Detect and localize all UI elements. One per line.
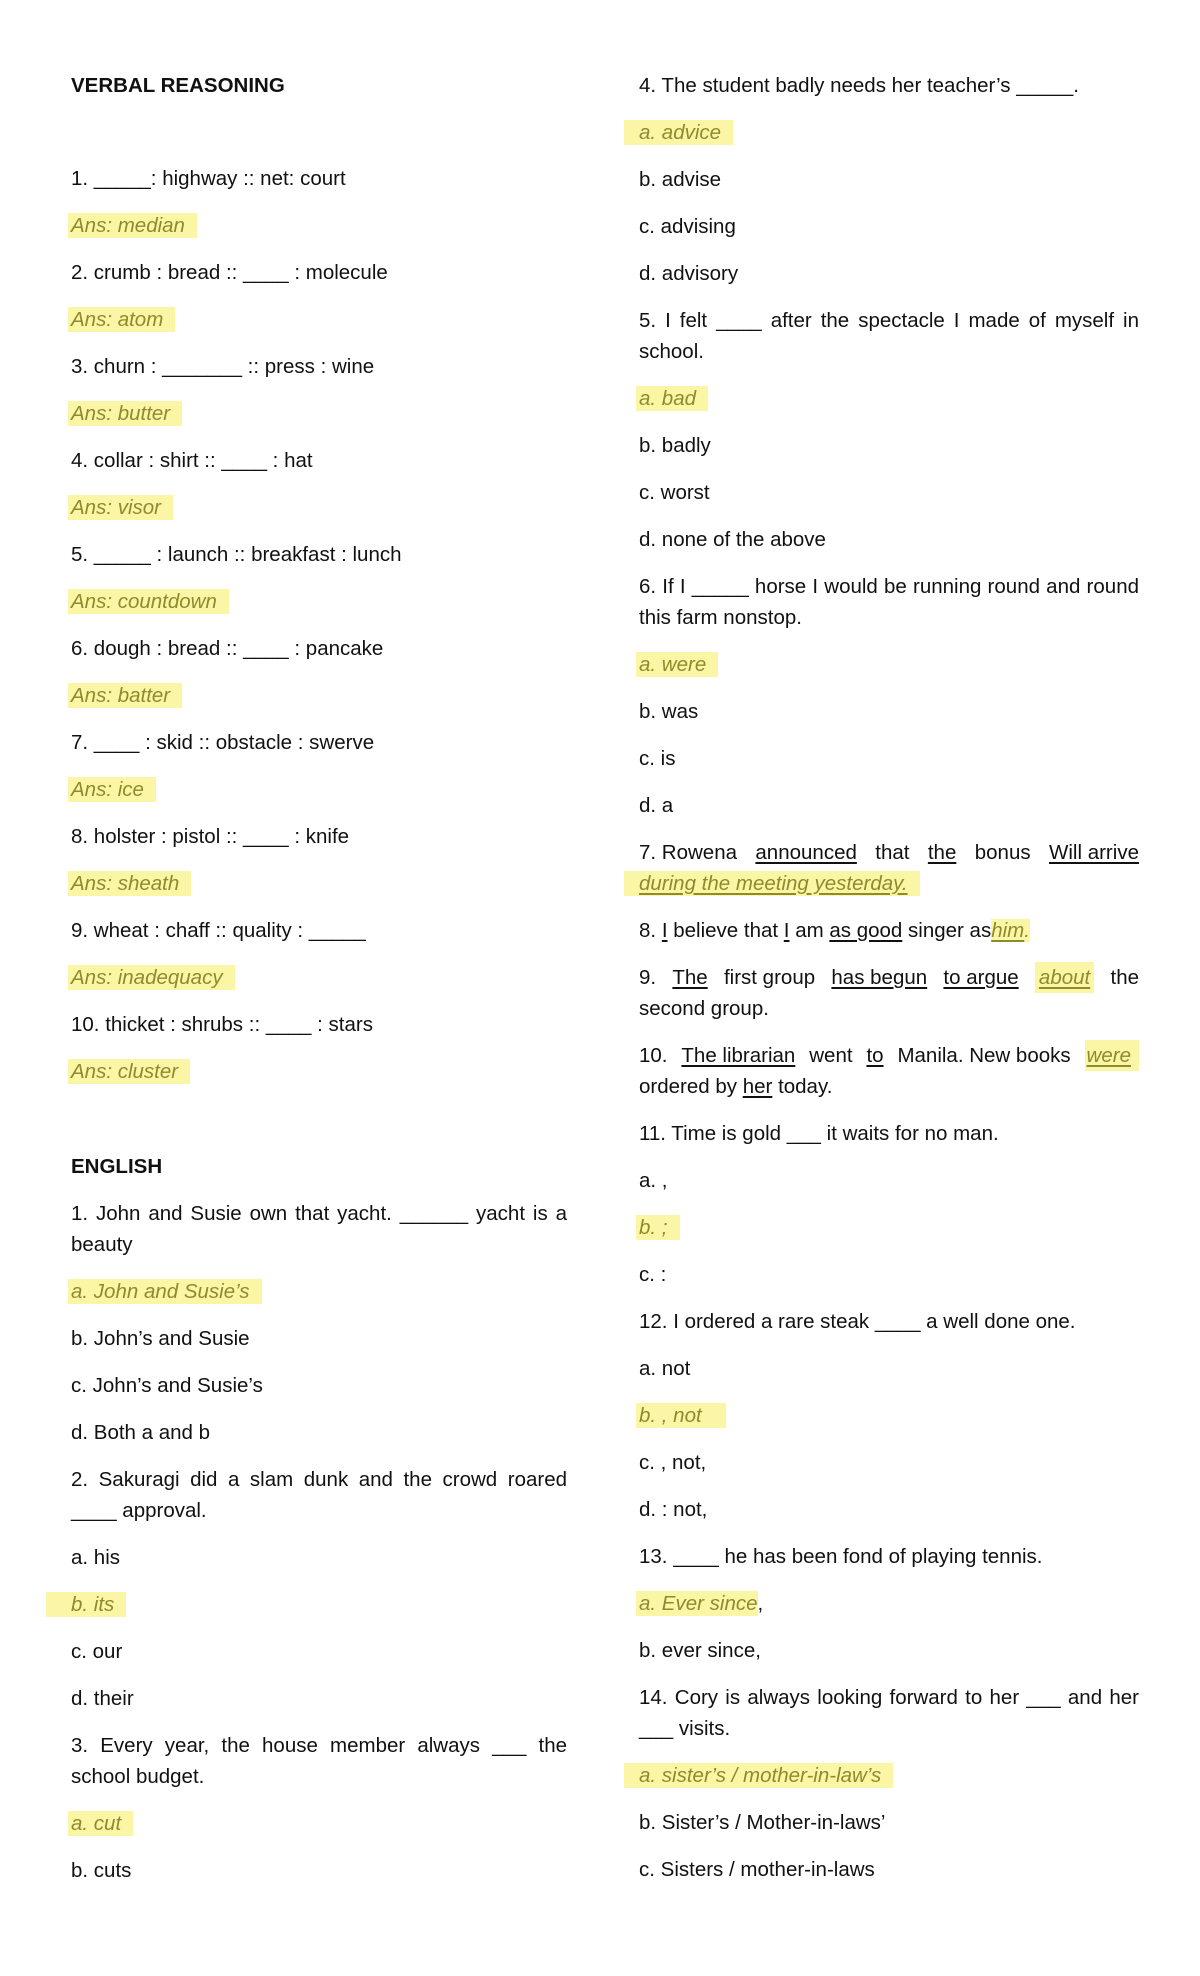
verbal-a4: Ans: visor: [68, 495, 173, 520]
english-q10-underlined-1: The librarian: [681, 1044, 796, 1067]
english-q3-opt-a: a. cut: [68, 1811, 133, 1836]
english-q8-period: .: [1024, 919, 1030, 942]
english-heading: ENGLISH: [71, 1155, 163, 1178]
english-q6-opt-d: d. a: [639, 794, 674, 817]
english-q4-opt-c: c. advising: [639, 215, 736, 238]
english-q12-opt-c: c. , not,: [639, 1451, 707, 1474]
english-q10-answer: were: [1086, 1044, 1131, 1067]
english-q2: 2. Sakuragi did a slam dunk and the crowd roared ____ approval.: [71, 1468, 567, 1522]
english-q4-opt-b: b. advise: [639, 168, 722, 191]
verbal-a1: Ans: median: [68, 213, 197, 238]
english-q8-underlined-5: as good: [829, 919, 903, 942]
english-q8-answer: him: [991, 919, 1025, 942]
english-q5-opt-b: b. badly: [639, 434, 711, 457]
english-q5-opt-a: a. bad: [636, 386, 708, 411]
english-q2-opt-d: d. their: [71, 1687, 134, 1710]
english-q1: 1. John and Susie own that yacht. ______ yacht is a beauty: [71, 1202, 567, 1256]
english-q2-opt-c: c. our: [71, 1640, 123, 1663]
verbal-q6: 6. dough : bread :: ____ : pancake: [71, 637, 384, 660]
english-q10-underlined-6: her: [742, 1075, 773, 1098]
english-q2-opt-a: a. his: [71, 1546, 120, 1569]
english-q7-underlined-1: announced: [755, 841, 857, 864]
english-q8-word-4: am: [795, 919, 824, 942]
english-q3-opt-b: b. cuts: [71, 1859, 132, 1882]
verbal-q3: 3. churn : _______ :: press : wine: [71, 355, 375, 378]
verbal-a9: Ans: inadequacy: [68, 965, 235, 990]
verbal-a2: Ans: atom: [68, 307, 175, 332]
english-q12-opt-a: a. not: [639, 1357, 691, 1380]
english-q8-word-6: singer as: [908, 919, 992, 942]
english-q9-underlined-1: The: [672, 966, 708, 989]
english-q8-word-2: believe that: [673, 919, 779, 942]
english-q8-number: 8.: [639, 919, 657, 942]
english-q8-underlined-1: I: [661, 919, 668, 942]
verbal-heading: VERBAL REASONING: [71, 74, 285, 97]
verbal-q2: 2. crumb : bread :: ____ : molecule: [71, 261, 388, 284]
english-q9-answer: about: [1038, 966, 1091, 989]
english-q1-opt-c: c. John’s and Susie’s: [71, 1374, 263, 1397]
english-q14-opt-a: a. sister’s / mother-in-law’s: [624, 1763, 893, 1788]
english-q5-opt-c: c. worst: [639, 481, 710, 504]
verbal-q5: 5. _____ : launch :: breakfast : lunch: [71, 543, 402, 566]
english-q10-number: 10.: [639, 1044, 668, 1067]
english-q1-opt-d: d. Both a and b: [71, 1421, 211, 1444]
verbal-a7: Ans: ice: [68, 777, 156, 802]
english-q6-opt-a: a. were: [636, 652, 718, 677]
english-q6-opt-c: c. is: [639, 747, 676, 770]
english-q12: 12. I ordered a rare steak ____ a well done one.: [639, 1310, 1076, 1333]
english-q9-number: 9.: [639, 966, 657, 989]
english-q9-word-5: the: [1110, 966, 1139, 989]
verbal-a3: Ans: butter: [68, 401, 182, 426]
verbal-q9: 9. wheat : chaff :: quality : _____: [71, 919, 366, 942]
verbal-a5: Ans: countdown: [68, 589, 229, 614]
english-q10-line2: [639, 1071, 832, 1102]
english-q11-opt-b: b. ;: [636, 1215, 680, 1240]
english-q4: 4. The student badly needs her teacher’s _____.: [639, 74, 1079, 97]
english-q6: 6. If I _____ horse I would be running round and round this farm nonstop.: [639, 575, 1139, 629]
english-q14-opt-b: b. Sister’s / Mother-in-laws’: [639, 1811, 886, 1834]
english-q6-opt-b: b. was: [639, 700, 699, 723]
english-q14: 14. Cory is always looking forward to her ___ and her ___ visits.: [639, 1686, 1139, 1740]
english-q13-opt-a-comma: ,: [757, 1592, 764, 1615]
english-q10-underlined-3: to: [866, 1044, 884, 1067]
english-q9-line2: second group.: [639, 997, 769, 1020]
english-q13-opt-a: a. Ever since: [636, 1591, 758, 1616]
english-q7-word-4: bonus: [974, 841, 1031, 864]
verbal-q4: 4. collar : shirt :: ____ : hat: [71, 449, 313, 472]
english-q13-opt-b: b. ever since,: [639, 1639, 761, 1662]
verbal-q7: 7. ____ : skid :: obstacle : swerve: [71, 731, 375, 754]
english-q4-opt-a: a. advice: [624, 120, 733, 145]
english-q10-line1: [639, 1040, 1139, 1071]
english-q9-word-2: first group: [723, 966, 816, 989]
verbal-a8: Ans: sheath: [68, 871, 191, 896]
english-q7-word-2: that: [875, 841, 910, 864]
english-q10-word-7: today.: [778, 1075, 833, 1098]
english-q8-underlined-3: I: [783, 919, 790, 942]
english-q12-opt-b: b. , not: [636, 1403, 726, 1428]
verbal-a6: Ans: batter: [68, 683, 182, 708]
english-q7-underlined-3: the: [927, 841, 957, 864]
english-q11-opt-a: a. ,: [639, 1169, 668, 1192]
english-q4-opt-d: d. advisory: [639, 262, 739, 285]
verbal-q10: 10. thicket : shrubs :: ____ : stars: [71, 1013, 373, 1036]
english-q14-opt-c: c. Sisters / mother-in-laws: [639, 1858, 875, 1881]
english-q7-underlined-5: Will arrive: [1049, 841, 1139, 864]
english-q1-opt-b: b. John’s and Susie: [71, 1327, 250, 1350]
english-q9-underlined-4: to argue: [943, 966, 1019, 989]
english-q9-underlined-3: has begun: [831, 966, 928, 989]
english-q12-opt-d: d. : not,: [639, 1498, 708, 1521]
english-q11: 11. Time is gold ___ it waits for no man.: [639, 1122, 999, 1145]
english-q5: 5. I felt ____ after the spectacle I made of myself in school.: [639, 309, 1139, 363]
english-q10-word-5: ordered by: [639, 1075, 738, 1098]
verbal-a10: Ans: cluster: [68, 1059, 190, 1084]
verbal-q1: 1. _____: highway :: net: court: [71, 167, 346, 190]
verbal-q8: 8. holster : pistol :: ____ : knife: [71, 825, 350, 848]
english-q7-answer: during the meeting yesterday.: [624, 871, 920, 896]
english-q1-opt-a: a. John and Susie’s: [68, 1279, 262, 1304]
english-q9-line1: [639, 962, 1139, 993]
english-q5-opt-d: d. none of the above: [639, 528, 826, 551]
english-q3: 3. Every year, the house member always ___ the school budget.: [71, 1734, 567, 1788]
english-q7-prefix: 7. Rowena: [639, 841, 738, 864]
english-q11-opt-c: c. :: [639, 1263, 667, 1286]
english-q2-opt-b: b. its: [46, 1592, 126, 1617]
english-q10-word-4: Manila. New books: [897, 1044, 1071, 1067]
english-q7-line1: [639, 837, 1139, 868]
english-q8: [639, 915, 1030, 946]
english-q10-word-2: went: [809, 1044, 853, 1067]
english-q13: 13. ____ he has been fond of playing tennis.: [639, 1545, 1043, 1568]
